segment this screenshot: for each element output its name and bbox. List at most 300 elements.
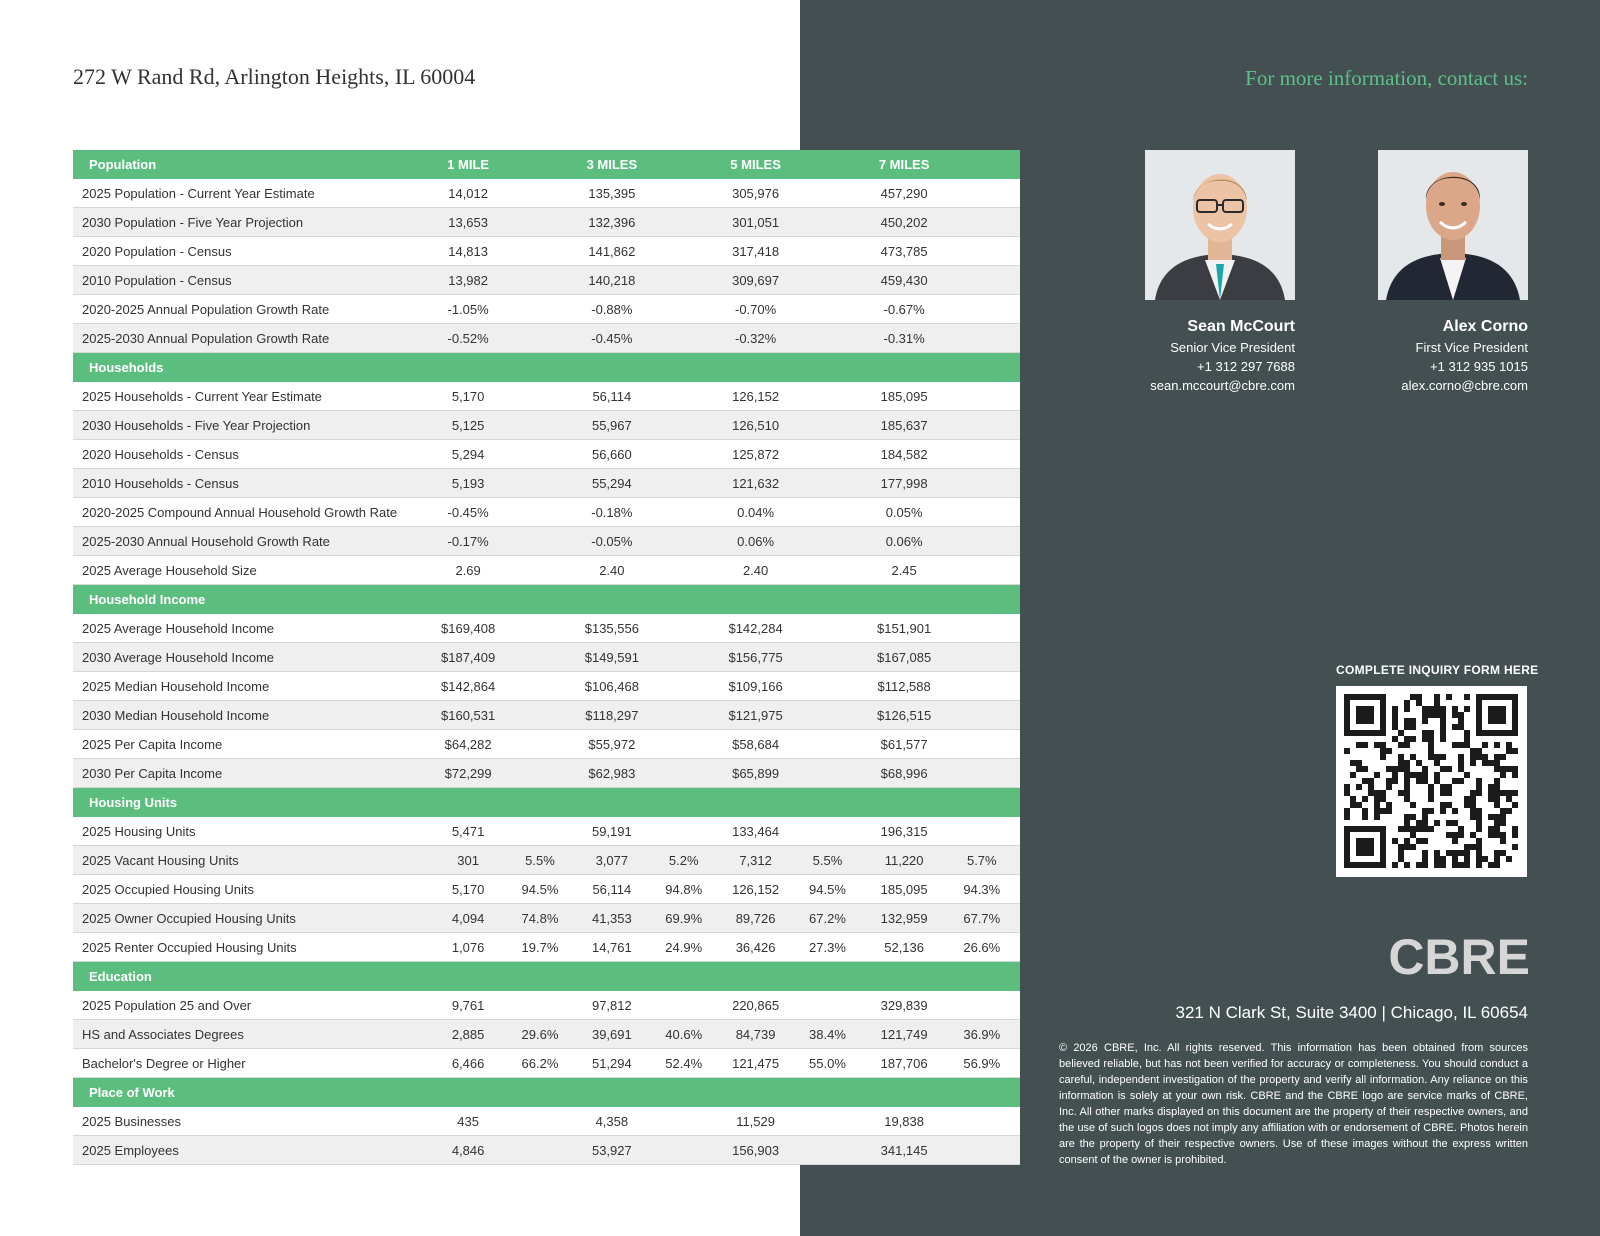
table-row	[73, 266, 1020, 295]
percent-cell: 66.2%	[503, 1049, 577, 1078]
value-cell: $149,591	[577, 643, 646, 672]
row-label: 2025 Employees	[73, 1136, 433, 1165]
table-row	[73, 498, 1020, 527]
value-cell: 5,125	[433, 411, 502, 440]
value-cell: 121,632	[721, 469, 790, 498]
header-spacer	[647, 1078, 721, 1107]
value-cell: 1,076	[433, 933, 502, 962]
value-cell: $118,297	[577, 701, 646, 730]
header-spacer	[433, 962, 502, 991]
percent-cell	[944, 208, 1020, 237]
cbre-logo	[1380, 932, 1530, 982]
value-cell: -0.31%	[865, 324, 944, 353]
table-row	[73, 1107, 1020, 1136]
header-spacer	[944, 585, 1020, 614]
value-cell: 7,312	[721, 846, 790, 875]
value-cell: 84,739	[721, 1020, 790, 1049]
percent-cell	[503, 382, 577, 411]
value-cell: -0.45%	[577, 324, 646, 353]
percent-cell	[944, 295, 1020, 324]
row-label: 2020-2025 Annual Population Growth Rate	[73, 295, 433, 324]
row-label: 2025 Population - Current Year Estimate	[73, 179, 433, 208]
percent-cell	[647, 672, 721, 701]
agent-phone[interactable]: +1 312 297 7688	[1197, 359, 1295, 374]
percent-cell	[647, 324, 721, 353]
percent-cell	[944, 759, 1020, 788]
value-cell: $65,899	[721, 759, 790, 788]
column-header: 7 MILES	[865, 150, 944, 179]
value-cell: 4,846	[433, 1136, 502, 1165]
percent-cell	[944, 556, 1020, 585]
column-header: 3 MILES	[577, 150, 646, 179]
table-row	[73, 382, 1020, 411]
percent-cell: 67.2%	[790, 904, 864, 933]
value-cell: $61,577	[865, 730, 944, 759]
value-cell: $109,166	[721, 672, 790, 701]
table-row	[73, 179, 1020, 208]
row-label: 2030 Average Household Income	[73, 643, 433, 672]
row-label: 2030 Median Household Income	[73, 701, 433, 730]
agent-title: First Vice President	[1415, 340, 1528, 355]
percent-cell	[647, 208, 721, 237]
percent-cell: 94.8%	[647, 875, 721, 904]
percent-cell	[944, 237, 1020, 266]
value-cell: 341,145	[865, 1136, 944, 1165]
agent-card-1	[1145, 150, 1295, 393]
percent-cell	[944, 701, 1020, 730]
table-row	[73, 817, 1020, 846]
table-row	[73, 991, 1020, 1020]
value-cell: 55,967	[577, 411, 646, 440]
percent-cell	[503, 411, 577, 440]
percent-cell	[790, 440, 864, 469]
agent-email[interactable]: alex.corno@cbre.com	[1401, 378, 1528, 393]
value-cell: 185,637	[865, 411, 944, 440]
value-cell: $106,468	[577, 672, 646, 701]
value-cell: 13,653	[433, 208, 502, 237]
qr-label: COMPLETE INQUIRY FORM HERE	[1336, 663, 1539, 677]
value-cell: 51,294	[577, 1049, 646, 1078]
percent-cell	[503, 237, 577, 266]
header-spacer	[790, 585, 864, 614]
value-cell: 196,315	[865, 817, 944, 846]
row-label: 2030 Population - Five Year Projection	[73, 208, 433, 237]
percent-cell: 5.5%	[790, 846, 864, 875]
row-label: 2025 Population 25 and Over	[73, 991, 433, 1020]
value-cell: $64,282	[433, 730, 502, 759]
percent-cell: 26.6%	[944, 933, 1020, 962]
header-spacer	[503, 353, 577, 382]
value-cell: 11,529	[721, 1107, 790, 1136]
value-cell: -0.67%	[865, 295, 944, 324]
percent-cell	[944, 1107, 1020, 1136]
office-address: 321 N Clark St, Suite 3400 | Chicago, IL 60654	[1175, 1003, 1528, 1022]
percent-cell	[503, 527, 577, 556]
percent-cell: 19.7%	[503, 933, 577, 962]
value-cell: 126,152	[721, 382, 790, 411]
value-cell: $156,775	[721, 643, 790, 672]
header-spacer	[577, 962, 646, 991]
percent-cell	[790, 382, 864, 411]
header-spacer	[865, 585, 944, 614]
percent-cell	[790, 643, 864, 672]
section-header	[73, 788, 1020, 817]
value-cell: -1.05%	[433, 295, 502, 324]
value-cell: 126,152	[721, 875, 790, 904]
value-cell: 52,136	[865, 933, 944, 962]
row-label: 2020 Households - Census	[73, 440, 433, 469]
value-cell: 5,294	[433, 440, 502, 469]
value-cell: 187,706	[865, 1049, 944, 1078]
agent-name: Sean McCourt	[1187, 318, 1295, 335]
value-cell: 39,691	[577, 1020, 646, 1049]
percent-cell: 5.7%	[944, 846, 1020, 875]
table-row	[73, 933, 1020, 962]
percent-cell	[944, 1136, 1020, 1165]
percent-cell	[503, 556, 577, 585]
percent-cell	[944, 643, 1020, 672]
percent-cell	[647, 1136, 721, 1165]
percent-cell	[790, 411, 864, 440]
row-label: 2025 Vacant Housing Units	[73, 846, 433, 875]
percent-cell	[503, 266, 577, 295]
percent-cell	[503, 1107, 577, 1136]
value-cell: 184,582	[865, 440, 944, 469]
percent-cell	[503, 614, 577, 643]
table-row	[73, 701, 1020, 730]
percent-cell	[790, 556, 864, 585]
percent-cell	[647, 1107, 721, 1136]
percent-cell	[944, 817, 1020, 846]
percent-cell	[647, 237, 721, 266]
header-spacer	[577, 788, 646, 817]
header-spacer	[721, 585, 790, 614]
header-spacer	[577, 585, 646, 614]
header-spacer	[865, 962, 944, 991]
svg-text:CBRE: CBRE	[1388, 932, 1530, 982]
value-cell: 5,170	[433, 875, 502, 904]
header-spacer	[503, 962, 577, 991]
header-spacer	[647, 353, 721, 382]
value-cell: 220,865	[721, 991, 790, 1020]
percent-cell: 40.6%	[647, 1020, 721, 1049]
percent-cell	[790, 266, 864, 295]
percent-cell	[790, 527, 864, 556]
section-header	[73, 585, 1020, 614]
percent-cell: 55.0%	[790, 1049, 864, 1078]
percent-cell	[790, 179, 864, 208]
percent-cell	[503, 469, 577, 498]
value-cell: 2.40	[721, 556, 790, 585]
qr-code-icon[interactable]	[1336, 686, 1527, 877]
value-cell: 185,095	[865, 875, 944, 904]
section-header	[73, 353, 1020, 382]
percent-cell	[503, 817, 577, 846]
value-cell: 140,218	[577, 266, 646, 295]
percent-cell	[790, 701, 864, 730]
row-label: 2025 Businesses	[73, 1107, 433, 1136]
percent-cell	[647, 469, 721, 498]
value-cell: 0.06%	[865, 527, 944, 556]
percent-cell	[790, 208, 864, 237]
header-spacer	[433, 585, 502, 614]
percent-cell	[503, 701, 577, 730]
value-cell: 56,114	[577, 382, 646, 411]
section-header	[73, 1078, 1020, 1107]
section-header	[73, 150, 1020, 179]
value-cell: 473,785	[865, 237, 944, 266]
value-cell: 14,012	[433, 179, 502, 208]
value-cell: 97,812	[577, 991, 646, 1020]
value-cell: $169,408	[433, 614, 502, 643]
value-cell: 53,927	[577, 1136, 646, 1165]
value-cell: -0.52%	[433, 324, 502, 353]
value-cell: 3,077	[577, 846, 646, 875]
value-cell: 2.45	[865, 556, 944, 585]
section-title: Household Income	[73, 585, 433, 614]
agent-photo	[1145, 150, 1295, 300]
table-row	[73, 295, 1020, 324]
row-label: 2020-2025 Compound Annual Household Growth Rate	[73, 498, 433, 527]
percent-cell	[647, 411, 721, 440]
value-cell: 2.40	[577, 556, 646, 585]
row-label: 2025 Housing Units	[73, 817, 433, 846]
agent-email[interactable]: sean.mccourt@cbre.com	[1150, 378, 1295, 393]
percent-cell	[944, 614, 1020, 643]
value-cell: -0.45%	[433, 498, 502, 527]
value-cell: 450,202	[865, 208, 944, 237]
value-cell: -0.18%	[577, 498, 646, 527]
header-spacer	[721, 788, 790, 817]
row-label: 2025 Owner Occupied Housing Units	[73, 904, 433, 933]
percent-cell: 5.2%	[647, 846, 721, 875]
header-spacer	[433, 353, 502, 382]
header-spacer	[647, 150, 721, 179]
header-spacer	[944, 788, 1020, 817]
header-spacer	[721, 353, 790, 382]
percent-cell	[647, 759, 721, 788]
value-cell: 305,976	[721, 179, 790, 208]
header-spacer	[865, 1078, 944, 1107]
percent-cell	[503, 730, 577, 759]
header-spacer	[944, 1078, 1020, 1107]
percent-cell	[944, 672, 1020, 701]
agent-name: Alex Corno	[1442, 318, 1528, 335]
value-cell: 141,862	[577, 237, 646, 266]
percent-cell	[503, 672, 577, 701]
header-spacer	[503, 1078, 577, 1107]
value-cell: 56,660	[577, 440, 646, 469]
section-title: Place of Work	[73, 1078, 433, 1107]
value-cell: 156,903	[721, 1136, 790, 1165]
value-cell: 309,697	[721, 266, 790, 295]
percent-cell	[790, 730, 864, 759]
header-spacer	[790, 788, 864, 817]
value-cell: 0.06%	[721, 527, 790, 556]
row-label: 2025 Renter Occupied Housing Units	[73, 933, 433, 962]
value-cell: 177,998	[865, 469, 944, 498]
value-cell: $68,996	[865, 759, 944, 788]
value-cell: $126,515	[865, 701, 944, 730]
table-row	[73, 324, 1020, 353]
percent-cell: 94.3%	[944, 875, 1020, 904]
value-cell: 0.05%	[865, 498, 944, 527]
row-label: 2030 Per Capita Income	[73, 759, 433, 788]
value-cell: 2,885	[433, 1020, 502, 1049]
percent-cell: 74.8%	[503, 904, 577, 933]
value-cell: $58,684	[721, 730, 790, 759]
percent-cell	[647, 701, 721, 730]
percent-cell: 36.9%	[944, 1020, 1020, 1049]
value-cell: 132,959	[865, 904, 944, 933]
percent-cell	[647, 440, 721, 469]
percent-cell	[647, 498, 721, 527]
percent-cell	[647, 556, 721, 585]
value-cell: 185,095	[865, 382, 944, 411]
header-spacer	[503, 788, 577, 817]
table-row	[73, 208, 1020, 237]
column-header: 5 MILES	[721, 150, 790, 179]
percent-cell	[790, 817, 864, 846]
header-spacer	[790, 1078, 864, 1107]
percent-cell	[503, 1136, 577, 1165]
row-label: 2025 Per Capita Income	[73, 730, 433, 759]
percent-cell	[647, 730, 721, 759]
percent-cell	[790, 324, 864, 353]
value-cell: 457,290	[865, 179, 944, 208]
percent-cell	[503, 324, 577, 353]
value-cell: $62,983	[577, 759, 646, 788]
row-label: 2025 Households - Current Year Estimate	[73, 382, 433, 411]
header-spacer	[790, 962, 864, 991]
percent-cell	[944, 991, 1020, 1020]
value-cell: 132,396	[577, 208, 646, 237]
percent-cell	[647, 527, 721, 556]
value-cell: 89,726	[721, 904, 790, 933]
agent-phone[interactable]: +1 312 935 1015	[1430, 359, 1528, 374]
value-cell: 36,426	[721, 933, 790, 962]
value-cell: $112,588	[865, 672, 944, 701]
table-row	[73, 469, 1020, 498]
value-cell: $121,975	[721, 701, 790, 730]
percent-cell: 69.9%	[647, 904, 721, 933]
value-cell: 19,838	[865, 1107, 944, 1136]
value-cell: 56,114	[577, 875, 646, 904]
value-cell: 301,051	[721, 208, 790, 237]
table-row	[73, 672, 1020, 701]
percent-cell	[790, 237, 864, 266]
percent-cell	[944, 469, 1020, 498]
value-cell: 317,418	[721, 237, 790, 266]
value-cell: $135,556	[577, 614, 646, 643]
header-spacer	[647, 788, 721, 817]
value-cell: $142,864	[433, 672, 502, 701]
table-row	[73, 846, 1020, 875]
column-header: 1 MILE	[433, 150, 502, 179]
percent-cell	[647, 614, 721, 643]
table-row	[73, 875, 1020, 904]
percent-cell	[647, 991, 721, 1020]
row-label: 2025 Average Household Income	[73, 614, 433, 643]
agent-title: Senior Vice President	[1170, 340, 1295, 355]
percent-cell	[647, 382, 721, 411]
percent-cell	[944, 382, 1020, 411]
value-cell: $151,901	[865, 614, 944, 643]
percent-cell	[944, 411, 1020, 440]
value-cell: -0.70%	[721, 295, 790, 324]
header-spacer	[503, 150, 577, 179]
value-cell: 14,813	[433, 237, 502, 266]
percent-cell: 27.3%	[790, 933, 864, 962]
percent-cell	[503, 440, 577, 469]
row-label: 2025 Median Household Income	[73, 672, 433, 701]
value-cell: 4,094	[433, 904, 502, 933]
percent-cell	[647, 643, 721, 672]
value-cell: 5,170	[433, 382, 502, 411]
row-label: 2010 Households - Census	[73, 469, 433, 498]
value-cell: 125,872	[721, 440, 790, 469]
percent-cell	[647, 295, 721, 324]
value-cell: 459,430	[865, 266, 944, 295]
value-cell: 14,761	[577, 933, 646, 962]
agent-photo	[1378, 150, 1528, 300]
percent-cell	[944, 324, 1020, 353]
value-cell: 126,510	[721, 411, 790, 440]
value-cell: $55,972	[577, 730, 646, 759]
percent-cell	[790, 614, 864, 643]
value-cell: 133,464	[721, 817, 790, 846]
table-row	[73, 527, 1020, 556]
percent-cell	[503, 179, 577, 208]
percent-cell	[790, 1136, 864, 1165]
header-spacer	[721, 1078, 790, 1107]
row-label: HS and Associates Degrees	[73, 1020, 433, 1049]
section-title: Education	[73, 962, 433, 991]
percent-cell: 94.5%	[790, 875, 864, 904]
header-spacer	[790, 150, 864, 179]
value-cell: -0.05%	[577, 527, 646, 556]
table-row	[73, 614, 1020, 643]
value-cell: -0.17%	[433, 527, 502, 556]
value-cell: 135,395	[577, 179, 646, 208]
percent-cell	[503, 991, 577, 1020]
demographics-table	[73, 150, 1020, 1165]
table-row	[73, 1020, 1020, 1049]
value-cell: 59,191	[577, 817, 646, 846]
contact-heading: For more information, contact us:	[1245, 66, 1528, 90]
percent-cell	[503, 295, 577, 324]
percent-cell: 24.9%	[647, 933, 721, 962]
legal-disclaimer: © 2026 CBRE, Inc. All rights reserved. This information has been obtained from sources believed reliable, but has not been verified for accuracy or completeness. You should conduct a careful, independent investigation of the property and verify all information. Any reliance on this information is solely at your own risk. CBRE and the CBRE logo are service marks of CBRE, Inc. All other marks displayed on this document are the property of their respective owners, and the use of such logos does not imply any affiliation with or endorsement of CBRE. Photos herein are the property of their respective owners. Use of these images without the express written consent of the owner is prohibited.	[1059, 1042, 1528, 1166]
section-title: Housing Units	[73, 788, 433, 817]
value-cell: 55,294	[577, 469, 646, 498]
table-row	[73, 1136, 1020, 1165]
table-row	[73, 1049, 1020, 1078]
header-spacer	[503, 585, 577, 614]
agent-card-2	[1378, 150, 1528, 393]
percent-cell: 5.5%	[503, 846, 577, 875]
row-label: 2025-2030 Annual Population Growth Rate	[73, 324, 433, 353]
header-spacer	[433, 788, 502, 817]
header-spacer	[647, 962, 721, 991]
value-cell: 0.04%	[721, 498, 790, 527]
value-cell: 121,475	[721, 1049, 790, 1078]
percent-cell	[503, 759, 577, 788]
percent-cell: 29.6%	[503, 1020, 577, 1049]
header-spacer	[433, 1078, 502, 1107]
percent-cell	[944, 730, 1020, 759]
table-row	[73, 730, 1020, 759]
